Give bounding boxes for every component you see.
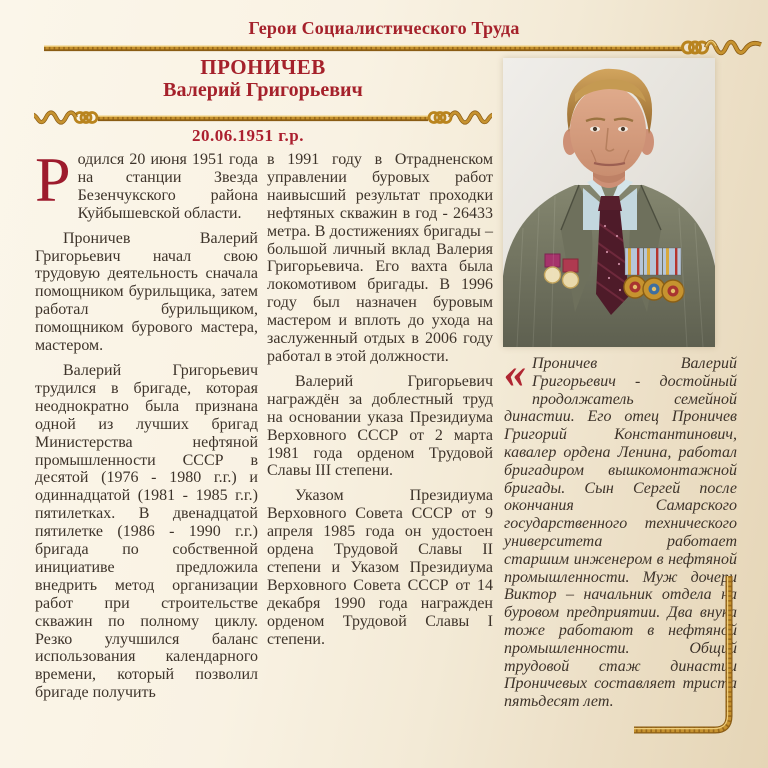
- bio-paragraph-1: [35, 144, 258, 223]
- quote-paragraph-text: Проничев Валерий Григорьевич - достойный продолжатель семейной династии. Его отец Проничев Григорий Константинович, кавалер ордена Ленина, работал бригадиром вышкомонтажной бригады. Сын Сергей после окончания Самарского государственного технического университета работает старшим инженером в нефтяной промышленности. Муж дочери Виктор – начальник отдела на буровом предприятии. Два внука тоже работают в нефтяной промышленности. Общий трудовой стаж династии Проничевых составляет триста пятьдесят лет.: [504, 355, 737, 711]
- rope-ornament-top-icon: [42, 36, 768, 58]
- person-name: [34, 56, 492, 102]
- quote-mark-icon: «: [504, 348, 526, 397]
- text-column-1: [35, 144, 258, 709]
- bio-paragraph-5: Валерий Григорьевич награждён за доблестный труд на основании указа Президиума Верховного СССР от 2 марта 1981 года орденом Трудовой Славы III степени.: [267, 372, 493, 480]
- corner-ornament-icon: [630, 570, 736, 740]
- birth-date: 20.06.1951 г.р.: [191, 126, 304, 145]
- bio-paragraph-1-text: одился 20 июня 1951 года на станции Звезда Безенчукского района Куйбышевской области.: [77, 151, 258, 222]
- medal-group-right: [624, 248, 684, 302]
- portrait-photo: [503, 58, 715, 347]
- bio-paragraph-6: Указом Президиума Верховного Совета СССР от 9 апреля 1985 года он удостоен ордена Трудовой Славы II степени и Указом Президиума Верховного Совета СССР от 14 декабря 1990 года награжден орденом Трудовой Славы I степени.: [267, 487, 493, 648]
- bio-paragraph-2: Проничев Валерий Григорьевич начал свою трудовую деятельность сначала помощником бурильщика, затем работал бурильщиком, помощником бурового мастера, мастером.: [35, 229, 258, 355]
- bio-paragraph-4: в 1991 году в Отрадненском управлении буровых работ наивысший результат проходки нефтяных скважин в год - 26433 метра. В достижениях бригады – большой личный вклад Валерия Григорьевича. Его вахта была локомотивом бригады. В 1996 году был назначен буровым мастером и вплоть до ухода на заслуженный отдых в 2006 году работал в этой должности.: [267, 151, 493, 365]
- person-surname: ПРОНИЧЕВ: [200, 55, 326, 79]
- bio-paragraph-3: Валерий Григорьевич трудился в бригаде, которая неоднократно была признана одной из лучших бригад Министерства нефтяной промышленности СССР в десятой (1976 - 1980 г.г.) и одиннадцатой (1981 - 1985 г.г.) пятилетках. В двенадцатой пятилетке (1986 - 1990 г.г.) бригада по собственной инициативе предложила внедрить метод организации работ при строительстве скважин по полному циклу. Резко улучшился баланс использования календарного времени, который позволил бригаде получить: [35, 361, 258, 702]
- text-column-2: [267, 151, 493, 655]
- person-name-patronymic: Валерий Григорьевич: [163, 79, 363, 101]
- section-title: Герои Социалистического Труда: [248, 18, 520, 38]
- drop-cap: Р: [35, 144, 71, 215]
